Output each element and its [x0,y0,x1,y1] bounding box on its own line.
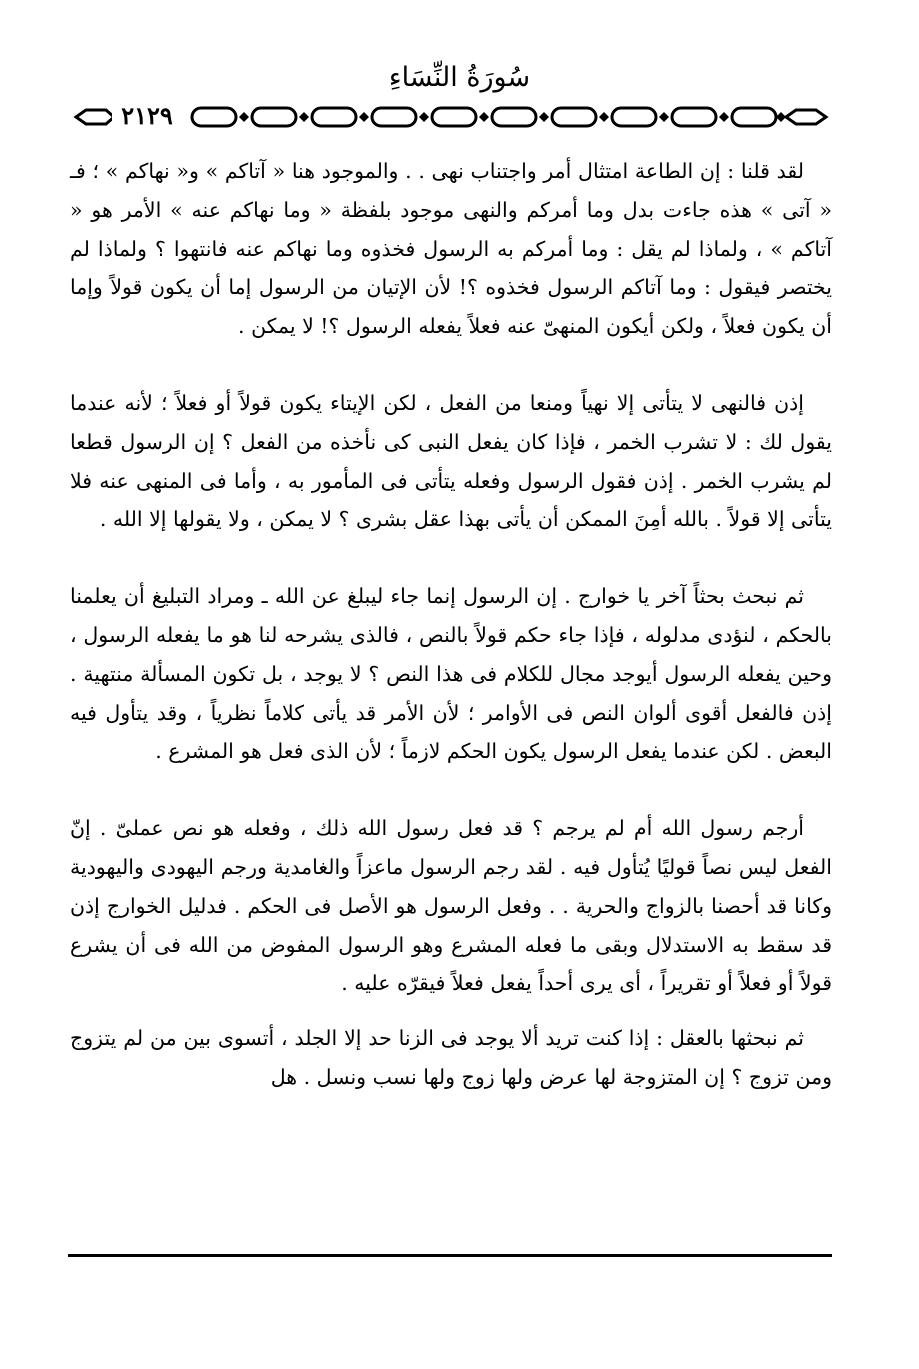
footer-rule [68,1254,832,1257]
body-text [70,152,832,1097]
paragraph: إذن فالنهى لا يتأتى إلا نهياً ومنعا من الفعل ، لكن الإيتاء يكون قولاً أو فعلاً ؛ لأنه عندما يقول لك : لا تشرب الخمر ، فإذا كان يفعل النبى كى نأخذه من الفعل ؟ إن الرسول قطعا لم يشرب الخمر . إذن فقول الرسول وفعله يتأتى فى المأمور به ، وأما فى المنهى عنه فلا يتأتى إلا قولاً . بالله أمِنَ الممكن أن يأتى بهذا عقل بشرى ؟ لا يمكن ، ولا يقولها إلا الله . [70,390,832,532]
ornamental-border-icon [72,102,830,132]
surah-title: سُورَةُ النِّسَاءِ [388,62,531,93]
paragraph: ثم نبحث بحثاً آخر يا خوارج . إن الرسول إنما جاء ليبلغ عن الله ـ ومراد التبليغ أن يعلمنا بالحكم ، لنؤدى مدلوله ، فإذا جاء حكم قولاً بالنص ، فالذى يشرحه لنا هو ما يفعله الرسول ، وحين يفعله الرسول أيوجد مجال للكلام فى هذا النص ؟ لا يوجد ، بل تكون المسألة منتهية . إذن فالفعل أقوى ألوان النص فى الأوامر ؛ لأن الأمر قد يأتى كلاماً نظرياً ، وقد يتأول فيه البعض . لكن عندما يفعل الرسول يكون الحكم لازماً ؛ لأن الذى فعل هو المشرع . [70,584,832,764]
paragraph: أرجم رسول الله أم لم يرجم ؟ قد فعل رسول الله ذلك ، وفعله هو نص عملىّ . إنّ الفعل ليس نصاً قوليًا يُتأول فيه . لقد رجم الرسول ماعزاً والغامدية ورجم اليهودى واليهودية وكانا قد أحصنا بالزواج والحرية . . وفعل الرسول هو الأصل فى الحكم . فدليل الخوارج إذن قد سقط به الاستدلال وبقى ما فعله المشرع وهو الرسول المفوض من الله فى أن يشرع قولاً أو فعلاً أو تقريراً ، أى يرى أحداً يفعل فعلاً فيقرّه عليه . [70,816,832,996]
paragraph: ثم نبحثها بالعقل : إذا كنت تريد ألا يوجد فى الزنا حد إلا الجلد ، أتسوى بين من لم يتزوج ومن تزوج ؟ إن المتزوجة لها عرض ولها زوج ولها نسب ونسل . هل [70,1026,832,1089]
paragraph: لقد قلنا : إن الطاعة امتثال أمر واجتناب نهى . . والموجود هنا « آتاكم » و« نهاكم » ؛ فـ « آتى » هذه جاءت بدل وما أمركم والنهى موجود بلفظة « وما نهاكم عنه » الأمر هو « آتاكم » ، ولماذا لم يقل : وما أمركم به الرسول فخذوه وما نهاكم عنه فانتهوا ؟ ولماذا لم يختصر فيقول : وما آتاكم الرسول فخذوه ؟! لأن الإتيان من الرسول إما أن يكون قولاً وإما أن يكون فعلاً ، ولكن أيكون المنهىّ عنه فعلاً يفعله الرسول ؟! لا يمكن . [70,159,832,339]
page-number: ٢١٢٩ [112,100,182,132]
